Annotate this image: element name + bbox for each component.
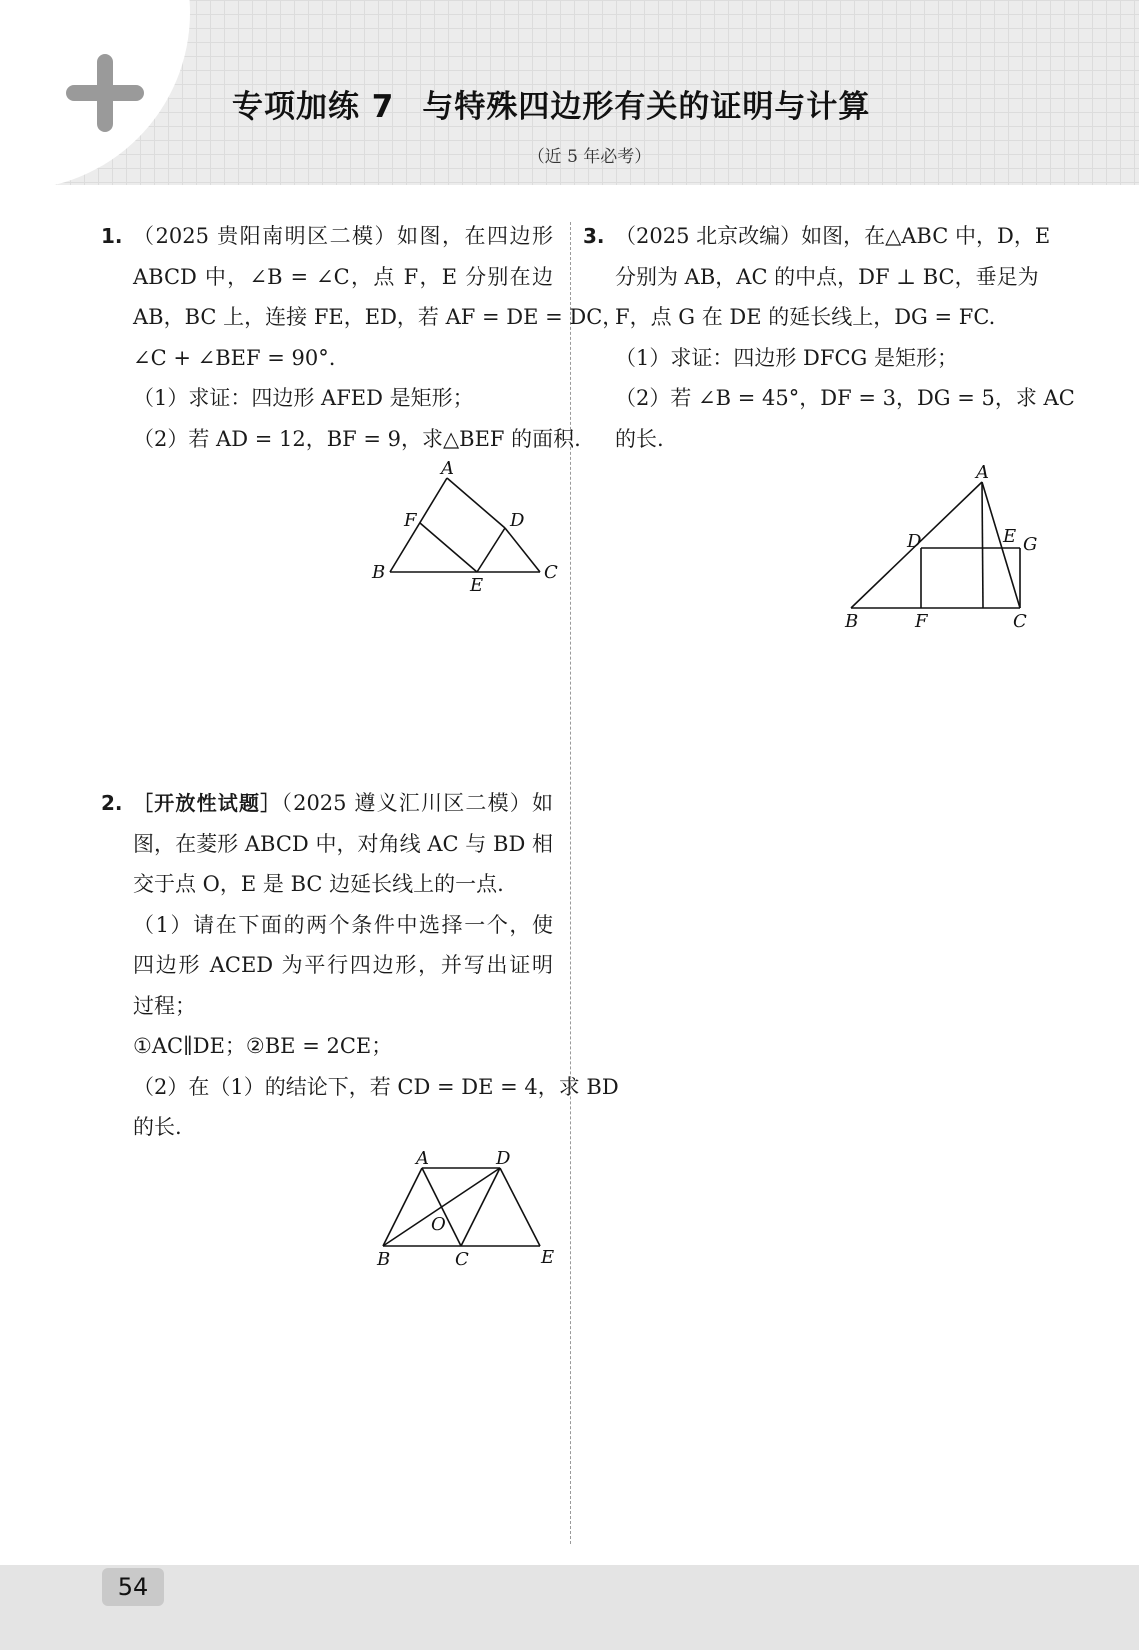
problem-line: （2）若 ∠B = 45°，DF = 3，DG = 5，求 AC — [615, 386, 1075, 410]
problem-line: 图，在菱形 ABCD 中，对角线 AC 与 BD 相 — [133, 831, 553, 856]
page-number: 54 — [102, 1568, 164, 1606]
problem-line: （2）若 AD = 12，BF = 9，求△BEF 的面积. — [133, 426, 581, 451]
problem-line: 2. ［开放性试题］（2025 遵义汇川区二模）如 — [133, 783, 553, 824]
label-O: O — [431, 1214, 446, 1235]
problem-number: 2. — [101, 791, 123, 815]
label-E: E — [1003, 526, 1017, 547]
plus-icon — [66, 54, 144, 132]
problem-line: （1）求证：四边形 DFCG 是矩形； — [615, 345, 958, 370]
label-G: G — [1023, 534, 1038, 555]
problem-2 — [101, 783, 619, 1148]
problem-line: AB，BC 上，连接 FE，ED，若 AF = DE = DC， — [133, 305, 624, 329]
problem-line: ∠C + ∠BEF = 90°. — [133, 345, 336, 370]
label-B: B — [845, 611, 859, 632]
label-A: A — [441, 458, 454, 479]
page-subtitle: （近 5 年必考） — [527, 147, 652, 167]
figure-2 — [360, 1148, 560, 1270]
label-D: D — [907, 531, 922, 552]
problem-line: 交于点 O，E 是 BC 边延长线上的一点. — [133, 872, 504, 896]
page-header — [0, 0, 1139, 185]
problem-line: 的长. — [133, 1115, 182, 1139]
problem-line: 过程； — [133, 993, 196, 1018]
label-E: E — [541, 1247, 555, 1268]
label-D: D — [510, 510, 525, 531]
label-E: E — [470, 575, 484, 596]
problem-line: 四边形 ACED 为平行四边形，并写出证明 — [133, 953, 553, 977]
problem-1 — [101, 216, 624, 459]
problem-line: （2）在（1）的结论下，若 CD = DE = 4，求 BD — [133, 1074, 619, 1099]
page-footer — [0, 1565, 1139, 1650]
problem-3 — [583, 216, 1075, 459]
problem-line: 1. （2025 贵阳南明区二模）如图，在四边形 — [133, 216, 553, 257]
problem-line: ABCD 中，∠B = ∠C，点 F，E 分别在边 — [133, 264, 553, 289]
label-C: C — [1013, 611, 1027, 632]
problem-number: 3. — [583, 224, 605, 248]
label-B: B — [377, 1249, 391, 1270]
figure-1 — [360, 460, 560, 600]
problem-line: （1）求证：四边形 AFED 是矩形； — [133, 386, 474, 410]
problem-line: ①AC∥DE；②BE = 2CE； — [133, 1034, 393, 1058]
label-A: A — [976, 462, 989, 483]
label-A: A — [416, 1148, 429, 1169]
title-topic: 与特殊四边形有关的证明与计算 — [422, 89, 871, 125]
title-main: 专项加练 7 — [232, 89, 395, 125]
problem-line: F，点 G 在 DE 的延长线上，DG = FC. — [615, 305, 996, 329]
column-divider — [570, 222, 571, 1544]
open-question-tag: ［开放性试题］ — [133, 791, 282, 815]
label-F: F — [404, 510, 417, 531]
page-title — [232, 81, 952, 126]
label-B: B — [372, 562, 386, 583]
figure-3 — [845, 462, 1045, 632]
problem-line: 3. （2025 北京改编）如图，在△ABC 中，D，E — [615, 216, 1035, 257]
label-F: F — [915, 611, 928, 632]
problem-number: 1. — [101, 224, 123, 248]
problem-line: 的长. — [615, 426, 664, 451]
label-D: D — [496, 1148, 511, 1169]
problem-line: 分别为 AB，AC 的中点，DF ⊥ BC，垂足为 — [615, 264, 1039, 289]
label-C: C — [455, 1249, 469, 1270]
label-C: C — [544, 562, 558, 583]
problem-line: （1）请在下面的两个条件中选择一个，使 — [133, 912, 553, 937]
